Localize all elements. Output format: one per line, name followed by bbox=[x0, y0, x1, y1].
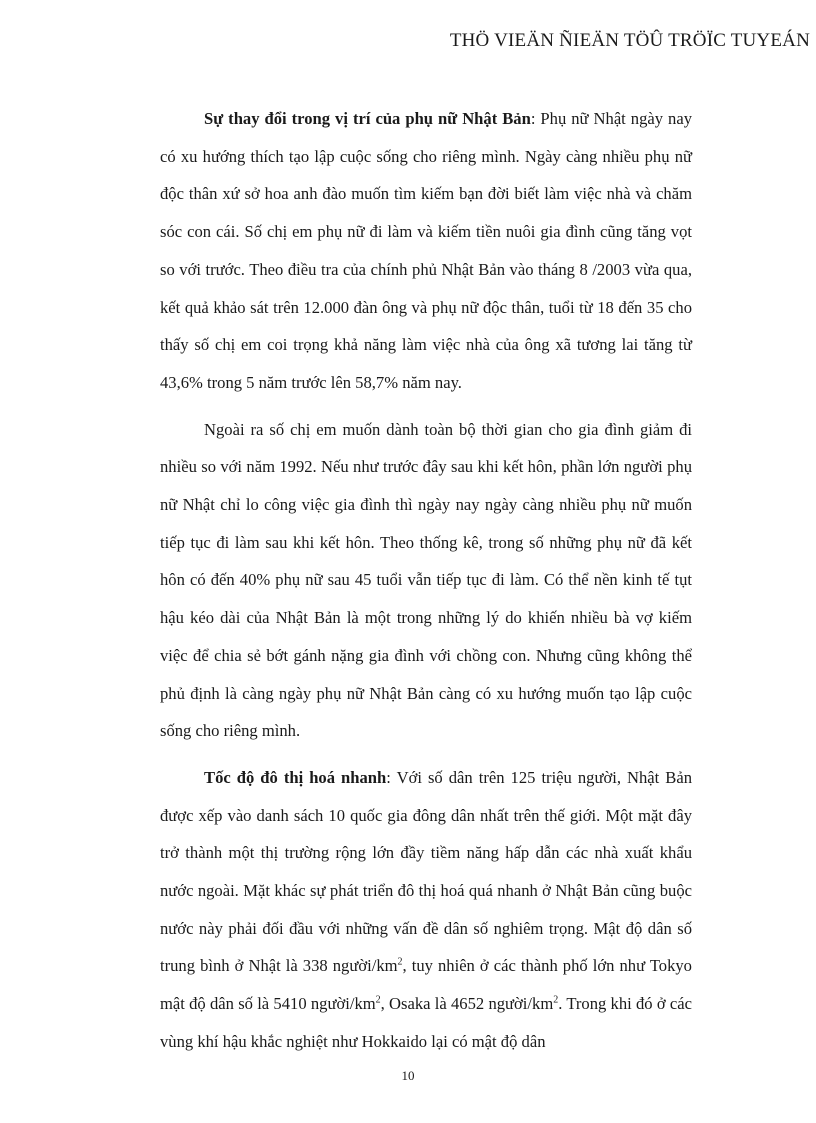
superscript: 2 bbox=[375, 994, 381, 1006]
document-body bbox=[160, 100, 692, 1070]
paragraph-text: , tuy nhiên ở các thành phố lớn như Tokyo mật độ dân số là 5410 người/km bbox=[160, 956, 692, 1014]
superscript: 2 bbox=[397, 956, 403, 968]
paragraph-text: : Với số dân trên 125 triệu người, Nhật Bản được xếp vào danh sách 10 quốc gia đông dân nhất trên thế giới. Một mặt đây trở thành một thị trường rộng lớn đầy tiềm năng hấp dẫn các nhà xuất khẩu nước ngoài. Mặt khác sự phát triển đô thị hoá quá nhanh ở Nhật Bản cũng buộc nước này phải đối đầu với những vấn đề dân số nghiêm trọng. Mật độ dân số trung bình ở Nhật là 338 người/km bbox=[160, 767, 693, 976]
paragraph-working-women bbox=[160, 411, 692, 750]
running-header: THÖ VIEÄN ÑIEÄN TÖÛ TRÖÏC TUYEÁN bbox=[449, 30, 810, 51]
paragraph-text: . Trong khi đó ở các vùng khí hậu khắc nghiệt như Hokkaido lại có mật độ dân bbox=[160, 994, 692, 1051]
paragraph-text: , Osaka là 4652 người/km bbox=[380, 994, 554, 1014]
paragraph-text: Ngoài ra số chị em muốn dành toàn bộ thời gian cho gia đình giảm đi nhiều so với năm 1992. Nếu như trước đây sau khi kết hôn, phần lớn người phụ nữ Nhật chỉ lo công việc gia đình thì ngày nay ngày càng nhiều phụ nữ muốn tiếp tục đi làm sau khi kết hôn. Theo thống kê, trong số những phụ nữ đã kết hôn có đến 40% phụ nữ sau 45 tuổi vẫn tiếp tục đi làm. Có thể nền kinh tế tụt hậu kéo dài của Nhật Bản là một trong những lý do khiến nhiều bà vợ kiếm việc để chia sẻ bớt gánh nặng gia đình với chồng con. Nhưng cũng không thể phủ định là càng ngày phụ nữ Nhật Bản càng có xu hướng muốn tạo lập cuộc sống cho riêng mình. bbox=[160, 419, 692, 741]
paragraph-heading: Tốc độ đô thị hoá nhanh bbox=[204, 767, 387, 787]
paragraph-text: : Phụ nữ Nhật ngày nay có xu hướng thích tạo lập cuộc sống cho riêng mình. Ngày càng nhiều phụ nữ độc thân xứ sở hoa anh đào muốn tìm kiếm bạn đời biết làm việc nhà và chăm sóc con cái. Số chị em phụ nữ đi làm và kiếm tiền nuôi gia đình cũng tăng vọt so với trước. Theo điều tra của chính phủ Nhật Bản vào tháng 8 /2003 vừa qua, kết quả khảo sát trên 12.000 đàn ông và phụ nữ độc thân, tuổi từ 18 đến 35 cho thấy số chị em coi trọng khả năng làm việc nhà của ông xã tương lai tăng từ 43,6% trong 5 năm trước lên 58,7% năm nay. bbox=[160, 109, 692, 392]
paragraph-women-role bbox=[160, 100, 692, 402]
superscript: 2 bbox=[553, 994, 559, 1006]
paragraph-urbanization bbox=[160, 759, 692, 1061]
paragraph-heading: Sự thay đổi trong vị trí của phụ nữ Nhật Bản bbox=[204, 109, 531, 128]
page-number: 10 bbox=[401, 1068, 415, 1083]
